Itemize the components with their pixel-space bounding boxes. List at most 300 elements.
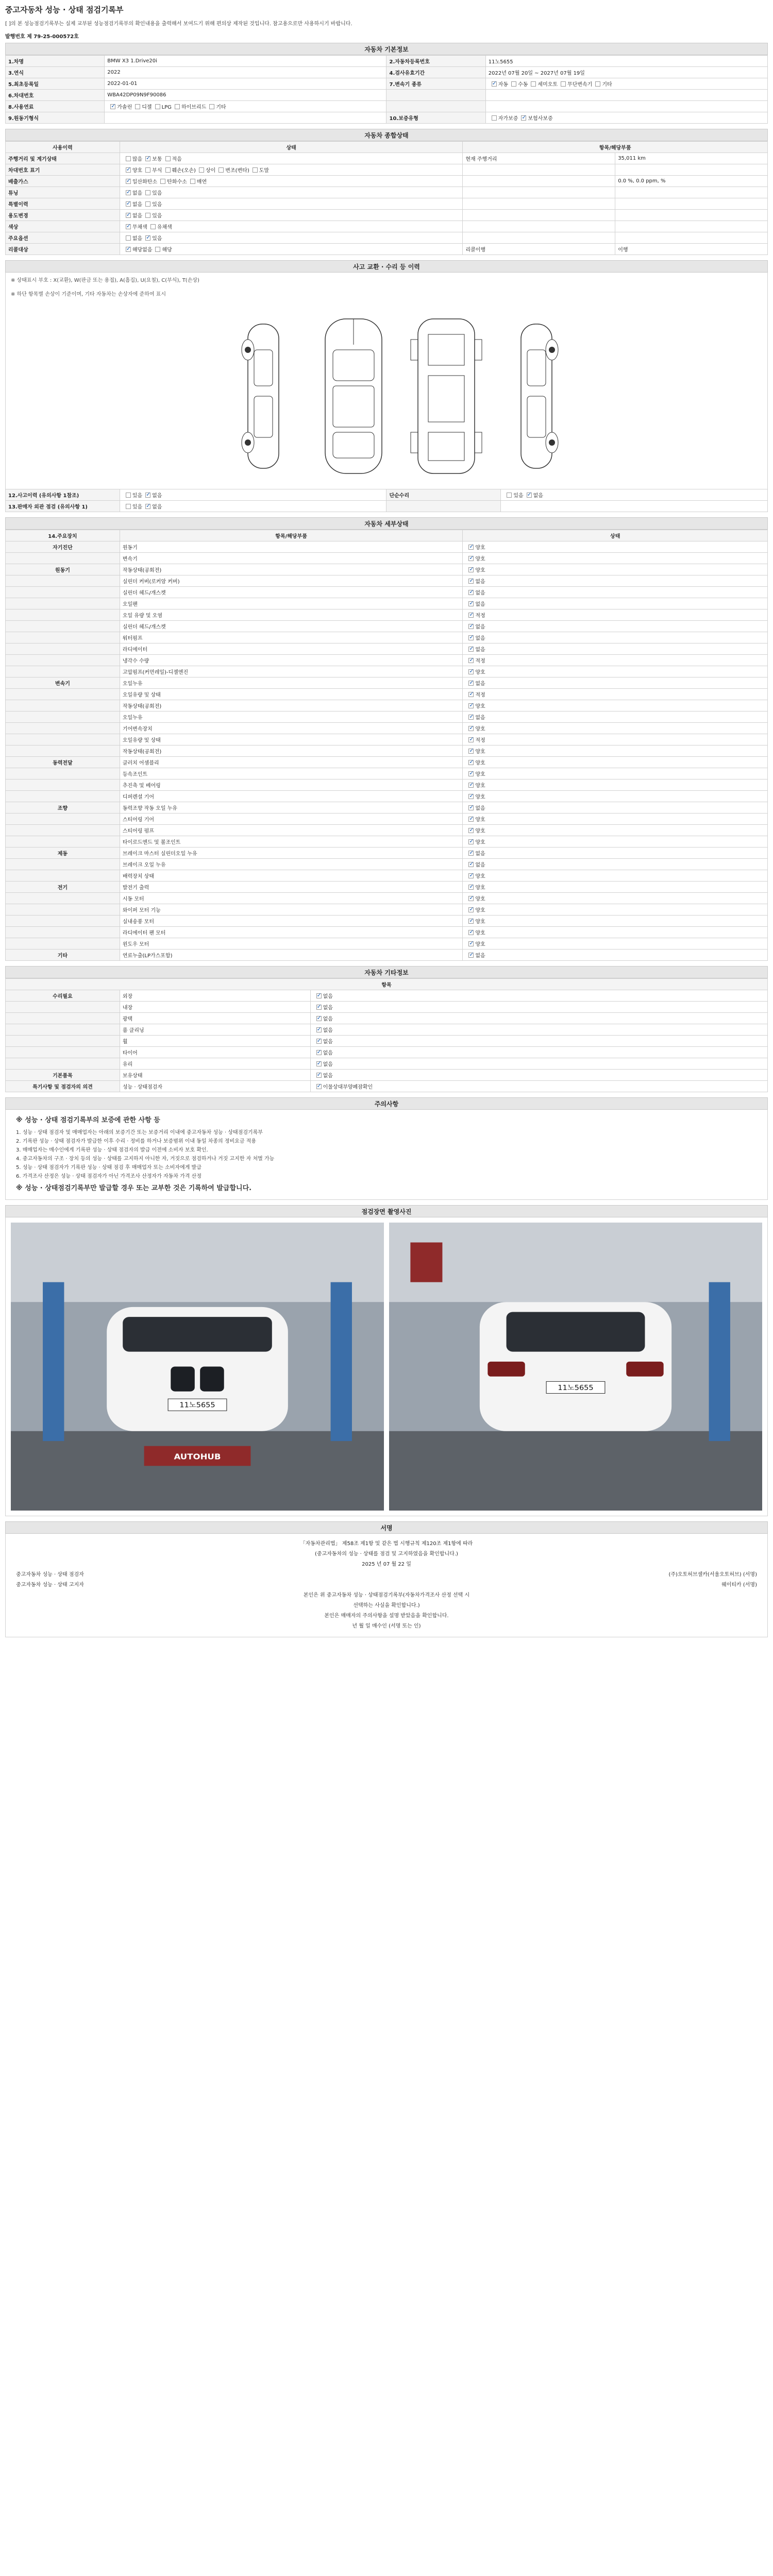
- note-line: 3. 매매업자는 매수인에게 기록판 성능 · 상태 점검자의 발급 이전에 소비자 보호 확인.: [16, 1147, 208, 1154]
- checkbox[interactable]: [468, 907, 474, 912]
- transmission-option[interactable]: [558, 82, 592, 88]
- checkbox[interactable]: [468, 681, 474, 686]
- overall-item: [463, 176, 615, 187]
- detail-state-option[interactable]: [465, 817, 485, 823]
- detail-state-option[interactable]: [465, 681, 485, 687]
- accident-no[interactable]: [142, 504, 162, 510]
- detail-state: [463, 768, 768, 779]
- checkbox-label: 없음: [475, 590, 485, 596]
- state-option[interactable]: [157, 179, 187, 185]
- checkbox-label: 부식: [152, 168, 162, 174]
- detail-state: [463, 609, 768, 621]
- overall-name: 용도변경: [6, 210, 120, 221]
- basic-label: 3.연식: [6, 67, 105, 78]
- detail-state: [463, 836, 768, 848]
- checkbox-label: 없음: [132, 202, 143, 208]
- checkbox[interactable]: [126, 213, 131, 218]
- front-plate-text: 11노5655: [179, 1401, 215, 1410]
- checkbox[interactable]: [468, 703, 474, 708]
- front-car-photo: [11, 1223, 384, 1511]
- checkbox-label: 없음: [152, 493, 162, 499]
- checkbox[interactable]: [468, 851, 474, 856]
- checkbox-label: 해당없음: [132, 247, 153, 253]
- overall-row: [6, 221, 768, 232]
- accident-yes[interactable]: [123, 504, 142, 510]
- checkbox[interactable]: [468, 556, 474, 561]
- checkbox[interactable]: [468, 873, 474, 878]
- detail-item: 동력조향 작동 오일 누유: [120, 802, 463, 814]
- checkbox[interactable]: [511, 81, 516, 87]
- detail-state-option[interactable]: [465, 930, 485, 936]
- checkbox-label: 없음: [132, 213, 143, 219]
- detail-state: [463, 711, 768, 723]
- state-option[interactable]: [142, 191, 162, 196]
- checkbox[interactable]: [468, 896, 474, 901]
- detail-state-option[interactable]: [465, 908, 485, 913]
- basic-label: 4.검사유효기간: [386, 67, 485, 78]
- other-state-option[interactable]: [313, 1028, 333, 1033]
- detail-state-option[interactable]: [465, 874, 485, 879]
- detail-state-option[interactable]: [465, 579, 485, 585]
- other-state-option[interactable]: [313, 1016, 333, 1022]
- detail-state-option[interactable]: [465, 953, 485, 959]
- checkbox[interactable]: [468, 771, 474, 776]
- car-diagram-area: [5, 273, 768, 489]
- accident-label: 13.판매자 외관 점검 (유의사항 1): [6, 501, 120, 512]
- detail-item: 타이로드엔드 및 볼조인트: [120, 836, 463, 848]
- checkbox-label: 유채색: [157, 225, 172, 230]
- checkbox[interactable]: [468, 692, 474, 697]
- checkbox[interactable]: [190, 179, 195, 184]
- transmission-option[interactable]: [489, 82, 508, 88]
- other-state-option[interactable]: [313, 1005, 333, 1011]
- checkbox[interactable]: [145, 201, 150, 207]
- state-option[interactable]: [123, 225, 147, 230]
- checkbox[interactable]: [110, 104, 115, 109]
- fuel-option[interactable]: [152, 105, 172, 110]
- checkbox-label: 있음: [152, 202, 162, 208]
- detail-item: 오일유량 및 상태: [120, 689, 463, 700]
- detail-state-option[interactable]: [465, 602, 485, 607]
- overall-state: [120, 221, 463, 232]
- detail-state-option[interactable]: [465, 726, 485, 732]
- detail-state: [463, 870, 768, 882]
- overall-state-header: 자동차 종합상태: [5, 129, 768, 141]
- checkbox[interactable]: [126, 493, 131, 498]
- front-brand-text: AUTOHUB: [174, 1452, 221, 1462]
- checkbox-label: 양호: [475, 670, 485, 675]
- checkbox[interactable]: [135, 104, 140, 109]
- detail-item: 작동상태(공회전): [120, 700, 463, 711]
- detail-state-option[interactable]: [465, 885, 485, 891]
- checkbox[interactable]: [126, 190, 131, 195]
- detail-state-option[interactable]: [465, 568, 485, 573]
- overall-row: [6, 164, 768, 176]
- fuel-option[interactable]: [206, 105, 226, 110]
- repair-yes[interactable]: [503, 493, 523, 499]
- checkbox[interactable]: [527, 493, 532, 498]
- checkbox[interactable]: [468, 783, 474, 788]
- other-item: 타이어: [120, 1047, 310, 1058]
- other-state-option[interactable]: [313, 1062, 333, 1067]
- checkbox[interactable]: [126, 156, 131, 161]
- checkbox-label: 양호: [475, 726, 485, 732]
- overall-state: [120, 153, 463, 164]
- detail-state-option[interactable]: [465, 760, 485, 766]
- overall-item: [463, 187, 615, 198]
- checkbox[interactable]: [468, 613, 474, 618]
- checkbox-label: 있음: [152, 236, 162, 242]
- accident-row: [6, 489, 768, 501]
- checkbox[interactable]: [468, 601, 474, 606]
- detail-group: 전기: [6, 882, 120, 893]
- other-item: 성능 · 상태점검자: [120, 1081, 310, 1092]
- checkbox-label: 자동: [498, 82, 509, 88]
- checkbox-label: 보험사보증: [528, 116, 553, 122]
- checkbox[interactable]: [468, 658, 474, 663]
- checkbox[interactable]: [468, 953, 474, 958]
- checkbox-label: 많음: [132, 157, 143, 162]
- detail-state-option[interactable]: [465, 851, 485, 857]
- detail-item: 라디에이터 팬 모터: [120, 927, 463, 938]
- checkbox[interactable]: [468, 737, 474, 742]
- state-option[interactable]: [123, 168, 142, 174]
- checkbox[interactable]: [468, 862, 474, 867]
- detail-item: 실린더 헤드/개스켓: [120, 587, 463, 598]
- detail-state: [463, 950, 768, 961]
- detail-row: [6, 621, 768, 632]
- checkbox[interactable]: [199, 167, 204, 173]
- basic-value: [485, 90, 767, 101]
- checkbox[interactable]: [316, 1061, 322, 1066]
- checkbox[interactable]: [468, 794, 474, 799]
- detail-state: [463, 791, 768, 802]
- detail-state-option[interactable]: [465, 704, 485, 709]
- detail-group: [6, 587, 120, 598]
- detail-state: [463, 598, 768, 609]
- checkbox[interactable]: [468, 567, 474, 572]
- detail-state-option[interactable]: [465, 772, 485, 777]
- checkbox[interactable]: [145, 213, 150, 218]
- detail-item: 고압펌프(커먼레일)-디젤엔진: [120, 666, 463, 677]
- repair-no[interactable]: [524, 493, 543, 499]
- detail-state-option[interactable]: [465, 862, 485, 868]
- checkbox-label: 무단변속기: [567, 82, 593, 88]
- checkbox[interactable]: [531, 81, 536, 87]
- warranty-option[interactable]: [489, 116, 518, 122]
- checkbox[interactable]: [468, 805, 474, 810]
- detail-group: [6, 836, 120, 848]
- checkbox-label: 기타: [602, 82, 612, 88]
- other-state-option[interactable]: [313, 1084, 373, 1090]
- state-option[interactable]: [142, 236, 162, 242]
- checkbox[interactable]: [145, 167, 150, 173]
- checkbox[interactable]: [165, 156, 171, 161]
- checkbox[interactable]: [126, 504, 131, 509]
- checkbox[interactable]: [468, 624, 474, 629]
- detail-state-option[interactable]: [465, 738, 485, 743]
- detail-state: [463, 643, 768, 655]
- detail-row: [6, 836, 768, 848]
- checkbox[interactable]: [155, 104, 160, 109]
- detail-group: [6, 938, 120, 950]
- checkbox[interactable]: [595, 81, 600, 87]
- checkbox[interactable]: [468, 715, 474, 720]
- overall-state-section: [5, 129, 768, 255]
- detail-item: 발전기 출력: [120, 882, 463, 893]
- detail-state-option[interactable]: [465, 806, 485, 811]
- state-option[interactable]: [123, 202, 142, 208]
- state-option[interactable]: [249, 168, 269, 174]
- detail-state-option[interactable]: [465, 828, 485, 834]
- detail-state-option[interactable]: [465, 636, 485, 641]
- checkbox[interactable]: [126, 179, 131, 184]
- checkbox[interactable]: [209, 104, 214, 109]
- checkbox[interactable]: [126, 235, 131, 241]
- checkbox[interactable]: [468, 669, 474, 674]
- rear-car-photo: [389, 1223, 762, 1511]
- checkbox[interactable]: [155, 247, 160, 252]
- detail-state-option[interactable]: [465, 715, 485, 721]
- detail-state-option[interactable]: [465, 556, 485, 562]
- checkbox[interactable]: [468, 760, 474, 765]
- fuel-option[interactable]: [107, 105, 132, 110]
- warranty-option[interactable]: [518, 116, 552, 122]
- checkbox-label: 상이: [205, 168, 216, 174]
- detail-state-option[interactable]: [465, 783, 485, 789]
- checkbox[interactable]: [316, 1084, 322, 1089]
- checkbox[interactable]: [145, 235, 150, 241]
- signature-line-3: 본인은 위 중고자동차 성능 · 상태점검기록부(자동차가격조사 산정 선택 시: [303, 1592, 470, 1599]
- detail-group: [6, 666, 120, 677]
- detail-state-option[interactable]: [465, 692, 485, 698]
- detail-state-option[interactable]: [465, 942, 485, 947]
- detail-state-option[interactable]: [465, 794, 485, 800]
- car-diagram: [6, 303, 767, 489]
- checkbox[interactable]: [316, 1050, 322, 1055]
- accident-label-2: [386, 501, 501, 512]
- checkbox-label: 양호: [475, 908, 485, 913]
- checkbox-label: 없음: [132, 236, 143, 242]
- state-option[interactable]: [142, 213, 162, 219]
- checkbox[interactable]: [150, 224, 156, 229]
- state-option[interactable]: [123, 191, 142, 196]
- checkbox[interactable]: [507, 493, 512, 498]
- checkbox-label: 양호: [475, 772, 485, 777]
- notes-body: [5, 1110, 768, 1200]
- detail-state-option[interactable]: [465, 919, 485, 925]
- detail-state-option[interactable]: [465, 545, 485, 551]
- detail-state-option[interactable]: [465, 613, 485, 619]
- basic-value: [485, 112, 767, 124]
- notes-title: ※ 성능 · 상태 점검기록부의 보증에 관한 사항 등: [16, 1116, 160, 1124]
- checkbox[interactable]: [468, 839, 474, 844]
- checkbox[interactable]: [468, 817, 474, 822]
- checkbox-label: 양호: [475, 919, 485, 925]
- state-option[interactable]: [152, 247, 172, 253]
- detail-group: [6, 870, 120, 882]
- checkbox[interactable]: [316, 1039, 322, 1044]
- checkbox[interactable]: [316, 1005, 322, 1010]
- checkbox[interactable]: [468, 941, 474, 946]
- checkbox[interactable]: [468, 590, 474, 595]
- other-group: [6, 1013, 120, 1024]
- checkbox[interactable]: [126, 201, 131, 207]
- state-option[interactable]: [123, 213, 142, 219]
- detail-state-option[interactable]: [465, 590, 485, 596]
- state-option[interactable]: [142, 157, 162, 162]
- checkbox-label: 없음: [475, 681, 485, 687]
- state-option[interactable]: [142, 202, 162, 208]
- detail-col-state: 상태: [463, 530, 768, 541]
- checkbox-label: 이물상대부양폐잠확인: [323, 1084, 373, 1090]
- checkbox[interactable]: [145, 190, 150, 195]
- checkbox-label: 훼손(오손): [172, 168, 196, 174]
- other-state-option[interactable]: [313, 1073, 333, 1079]
- checkbox-label: 수동: [518, 82, 528, 88]
- checkbox[interactable]: [253, 167, 258, 173]
- checkbox[interactable]: [468, 647, 474, 652]
- signature-date: 2025 년 07 월 22 일: [362, 1562, 411, 1568]
- checkbox[interactable]: [468, 919, 474, 924]
- checkbox-label: 양호: [132, 168, 143, 174]
- detail-state-option[interactable]: [465, 749, 485, 755]
- detail-state: [463, 553, 768, 564]
- other-state-option[interactable]: [313, 1039, 333, 1045]
- fuel-option[interactable]: [132, 105, 152, 110]
- checkbox[interactable]: [468, 828, 474, 833]
- other-state-option[interactable]: [313, 994, 333, 999]
- checkbox-label: 적정: [475, 613, 485, 619]
- checkbox[interactable]: [316, 1016, 322, 1021]
- detail-group: 원동기: [6, 564, 120, 575]
- checkbox[interactable]: [468, 930, 474, 935]
- detail-group: 자기진단: [6, 541, 120, 553]
- transmission-option[interactable]: [528, 82, 558, 88]
- other-row: [6, 1081, 768, 1092]
- overall-state: [120, 210, 463, 221]
- checkbox[interactable]: [468, 635, 474, 640]
- checkbox[interactable]: [126, 167, 131, 173]
- detail-state: [463, 757, 768, 768]
- other-row: [6, 1002, 768, 1013]
- state-option[interactable]: [196, 168, 215, 174]
- checkbox[interactable]: [468, 545, 474, 550]
- checkbox-label: 없음: [475, 851, 485, 857]
- other-row: [6, 1024, 768, 1036]
- checkbox-label: 양호: [475, 885, 485, 891]
- detail-state: [463, 655, 768, 666]
- checkbox-label: 양호: [475, 545, 485, 551]
- overall-state: [120, 176, 463, 187]
- checkbox[interactable]: [316, 993, 322, 998]
- detail-group: 변속기: [6, 677, 120, 689]
- accident-no[interactable]: [142, 493, 162, 499]
- basic-label: 5.최초등록일: [6, 78, 105, 90]
- checkbox[interactable]: [468, 885, 474, 890]
- state-option[interactable]: [162, 157, 182, 162]
- detail-state-option[interactable]: [465, 670, 485, 675]
- checkbox[interactable]: [219, 167, 224, 173]
- checkbox[interactable]: [175, 104, 180, 109]
- overall-item: [463, 221, 615, 232]
- serial-label: 발행번호 제: [5, 34, 32, 40]
- detail-item: 배력장치 상태: [120, 870, 463, 882]
- other-state: [310, 1002, 767, 1013]
- detail-state: [463, 938, 768, 950]
- detail-state-option[interactable]: [465, 840, 485, 845]
- checkbox[interactable]: [468, 579, 474, 584]
- checkbox[interactable]: [145, 493, 150, 498]
- state-option[interactable]: [142, 168, 162, 174]
- fuel-option[interactable]: [172, 105, 206, 110]
- note-line: 5. 성능 · 상태 점검자가 기록판 성능 · 상태 점검 후 매매업자 또는 소비자에게 발급: [16, 1165, 201, 1171]
- basic-value: [485, 78, 767, 90]
- detail-state-option[interactable]: [465, 647, 485, 653]
- detail-row: [6, 677, 768, 689]
- checkbox[interactable]: [126, 247, 131, 252]
- other-info-table: [5, 978, 768, 1092]
- detail-item: 워터펌프: [120, 632, 463, 643]
- state-option[interactable]: [123, 157, 142, 162]
- other-state-option[interactable]: [313, 1050, 333, 1056]
- checkbox-label: 없음: [323, 1062, 333, 1067]
- detail-item: 변속기: [120, 553, 463, 564]
- accident-yes[interactable]: [123, 493, 142, 499]
- transmission-option[interactable]: [592, 82, 612, 88]
- checkbox[interactable]: [316, 1073, 322, 1078]
- detail-group: [6, 825, 120, 836]
- checkbox[interactable]: [316, 1027, 322, 1032]
- other-state: [310, 1047, 767, 1058]
- detail-group: [6, 927, 120, 938]
- transmission-option[interactable]: [508, 82, 528, 88]
- checkbox[interactable]: [160, 179, 165, 184]
- detail-item: 라디에이터: [120, 643, 463, 655]
- checkbox[interactable]: [521, 115, 526, 121]
- checkbox[interactable]: [468, 726, 474, 731]
- state-option[interactable]: [123, 247, 153, 253]
- checkbox[interactable]: [468, 749, 474, 754]
- state-option[interactable]: [123, 236, 142, 242]
- checkbox[interactable]: [145, 156, 150, 161]
- state-option[interactable]: [123, 179, 157, 185]
- underbody-view: [411, 319, 482, 473]
- detail-state-option[interactable]: [465, 896, 485, 902]
- other-item: 룸 클리닝: [120, 1024, 310, 1036]
- checkbox[interactable]: [561, 81, 566, 87]
- state-option[interactable]: [187, 179, 207, 185]
- inspector-value: (주)오토허브셀카(서울오토허브) (서명): [668, 1572, 757, 1578]
- checkbox[interactable]: [145, 504, 150, 509]
- state-option[interactable]: [162, 168, 196, 174]
- checkbox-label: 없음: [323, 1039, 333, 1045]
- checkbox[interactable]: [126, 224, 131, 229]
- detail-state: [463, 689, 768, 700]
- checkbox[interactable]: [492, 115, 497, 121]
- basic-value: 2022: [105, 67, 386, 78]
- state-option[interactable]: [215, 168, 249, 174]
- detail-state-option[interactable]: [465, 658, 485, 664]
- checkbox[interactable]: [165, 167, 171, 173]
- signature-header: 서명: [5, 1521, 768, 1534]
- checkbox[interactable]: [492, 81, 497, 87]
- dealer-value: 웨이티카 (서명): [721, 1582, 757, 1588]
- basic-info-row: [6, 112, 768, 124]
- state-option[interactable]: [147, 225, 172, 230]
- detail-item: 실린더 헤드/개스켓: [120, 621, 463, 632]
- detail-state-option[interactable]: [465, 624, 485, 630]
